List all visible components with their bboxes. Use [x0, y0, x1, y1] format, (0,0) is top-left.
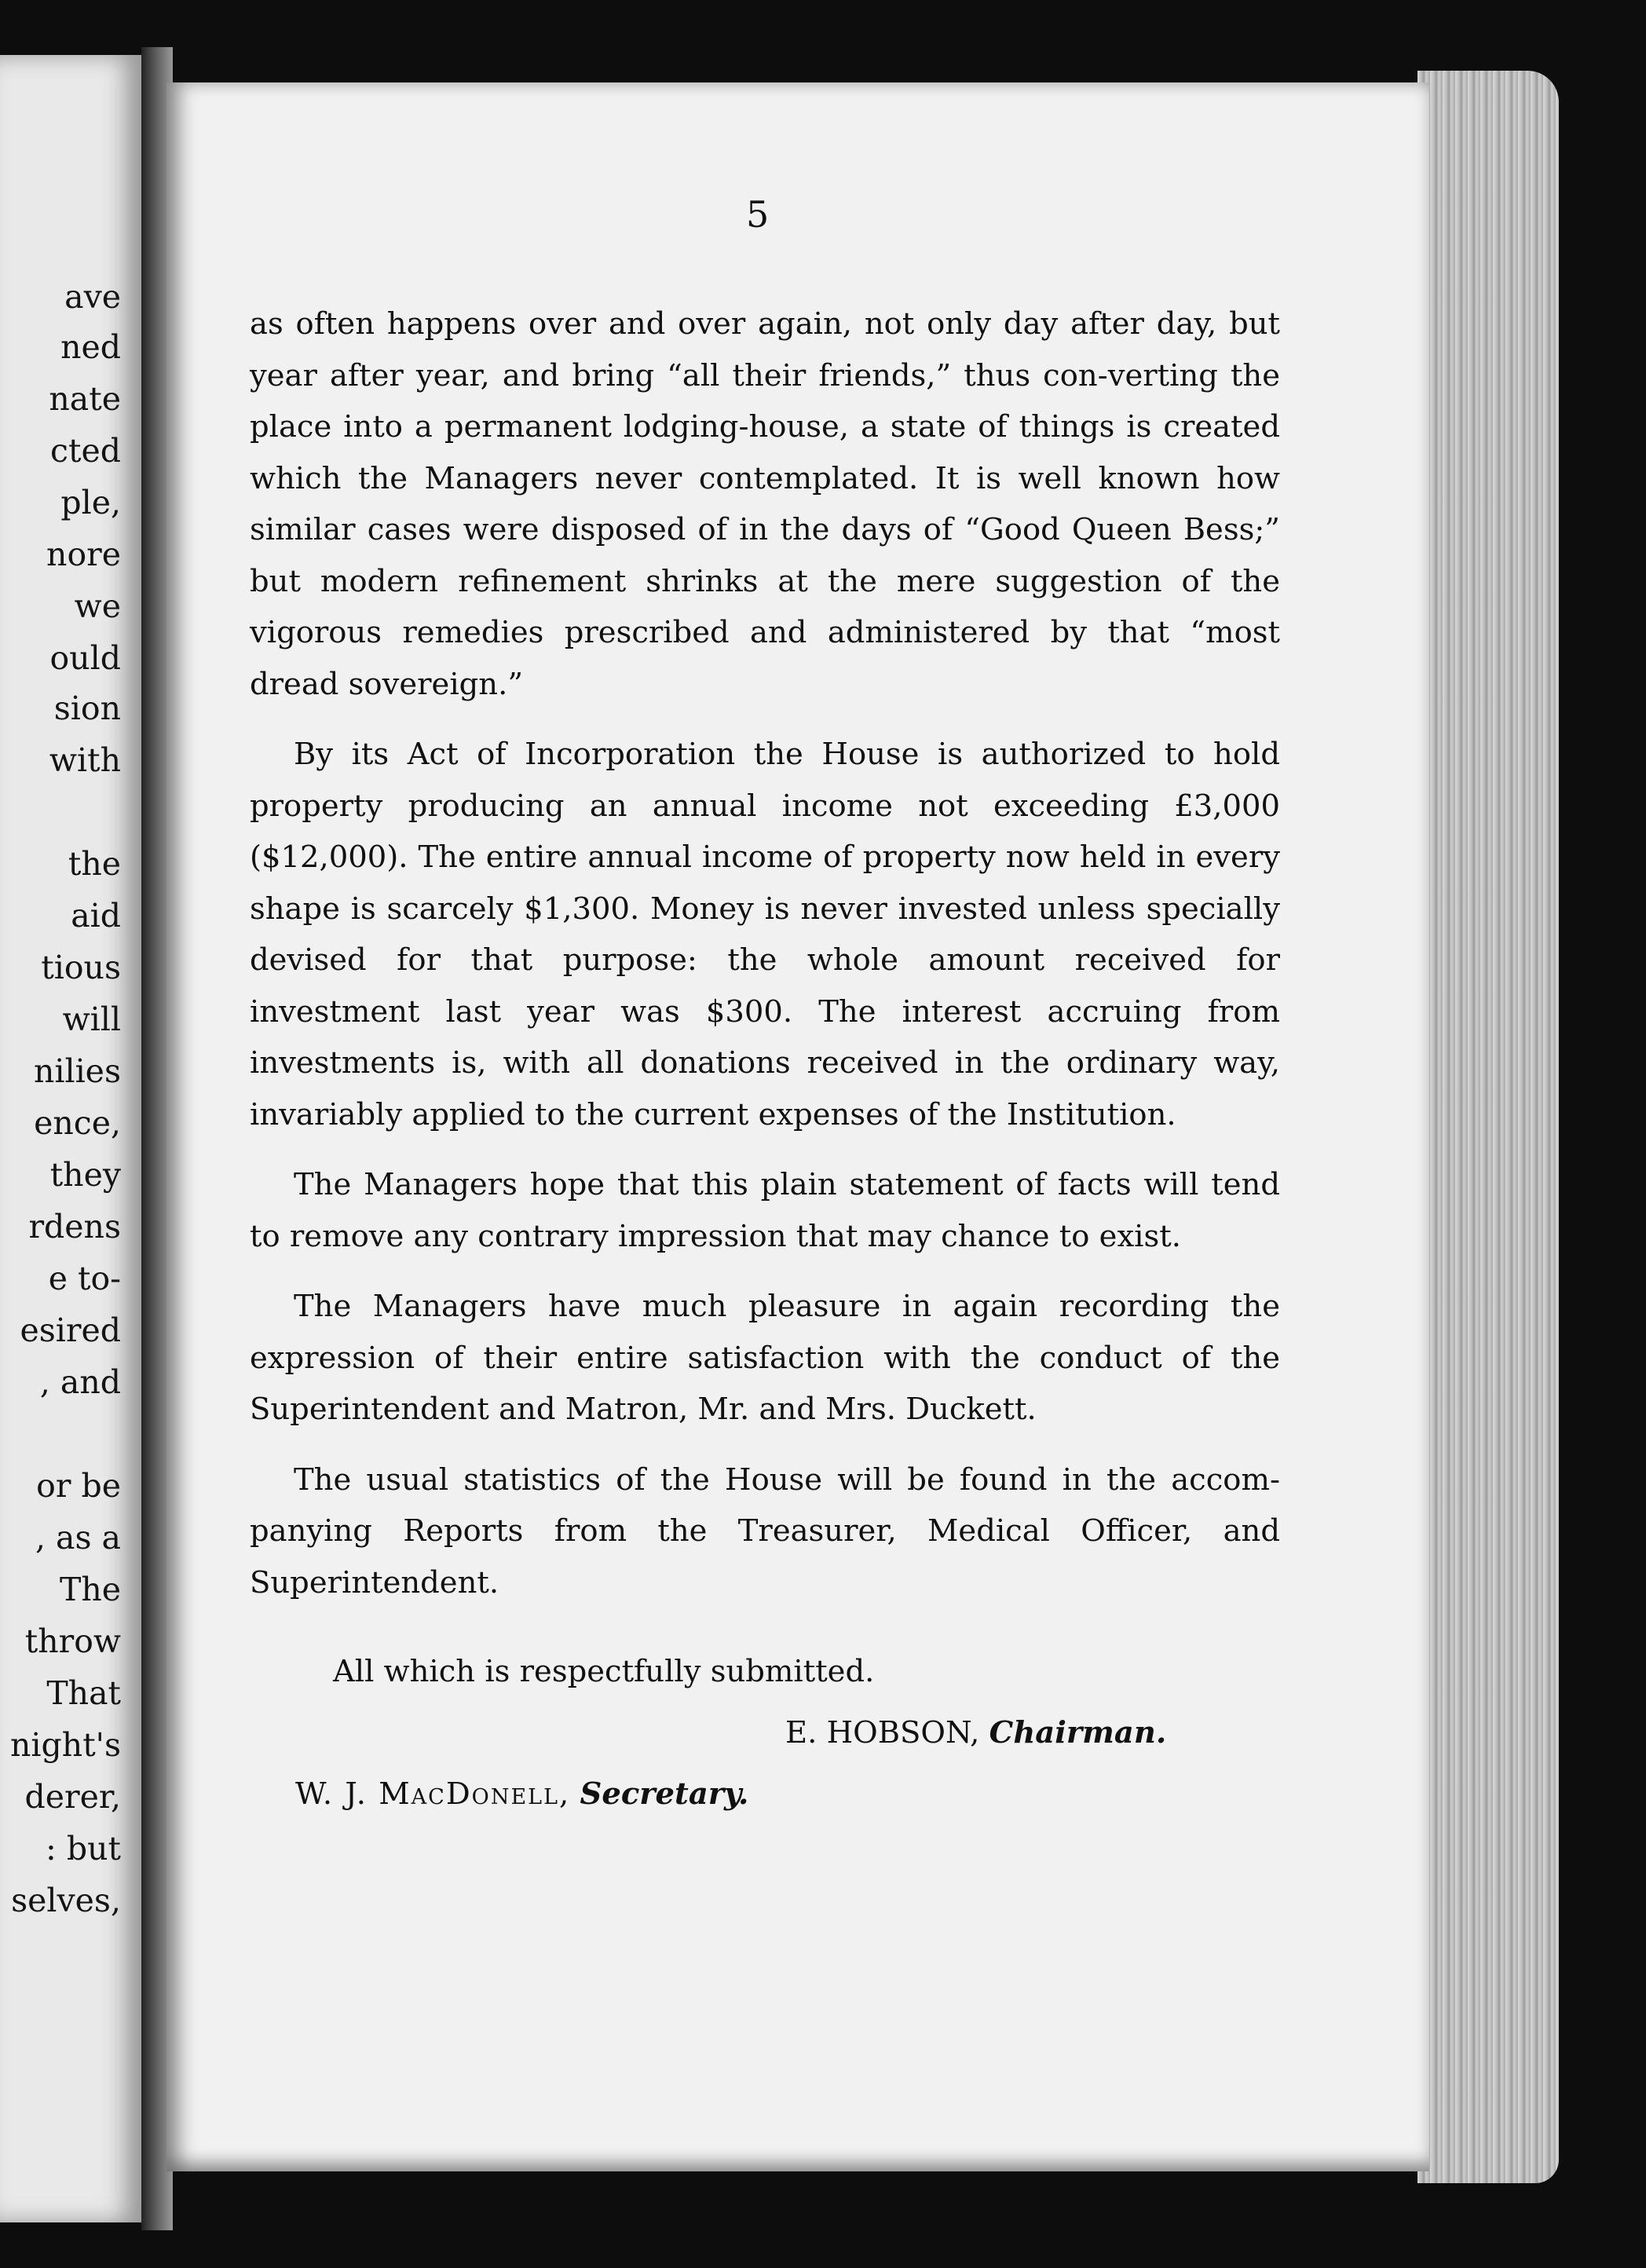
left-page-line: they [49, 1156, 121, 1194]
paragraph-lodging: as often happens over and over again, not only day after day, but year after year, and bring “all their friends,” thus con-verting the place into a permanent lodging-house, a state of things is created which the Managers never contemplated. It is well known how similar cases were disposed of in the days of “Good Queen Bess;” but modern refinement shrinks at the mere suggestion of the vigorous remedies prescribed and administered by that “most dread sovereign.” [250, 306, 1280, 702]
report-body [250, 298, 1280, 1608]
left-page-line: nore [46, 536, 121, 573]
paragraph-statistics: The usual statistics of the House will be found in the accom-panying Reports from the Treasurer, Medical Officer, and Superintendent. [250, 1461, 1280, 1600]
left-page-line: rdens [28, 1208, 121, 1246]
left-page-line: sion [53, 690, 121, 727]
chairman-title: Chairman. [989, 1715, 1167, 1750]
paragraph-incorporation: By its Act of Incorporation the House is authorized to hold property producing an annual income not exceeding £3,000 ($12,000). The entire annual income of property now held in every shape is scarcely $1,300. Money is never invested unless specially devised for that purpose: the whole amount received for investment last year was $300. The interest accruing from investments is, with all donations received in the ordinary way, invariably applied to the current expenses of the Institution. [250, 737, 1280, 1132]
left-page-line: That [46, 1674, 121, 1712]
left-page-line: the [68, 845, 121, 883]
left-page-line: , as a [35, 1519, 121, 1557]
left-page-line: or be [36, 1467, 121, 1505]
left-page-line: night's [10, 1726, 121, 1764]
left-page-line: throw [24, 1622, 121, 1660]
left-page-line: cted [50, 432, 121, 470]
closing-line: All which is respectfully submitted. [333, 1654, 875, 1689]
page-number: 5 [746, 193, 770, 236]
left-page-line: with [49, 741, 121, 779]
left-page-line: nilies [33, 1052, 121, 1090]
previous-page-fragment [0, 55, 152, 2222]
chairman-signature [785, 1715, 1166, 1750]
left-page-line: we [74, 587, 121, 625]
left-page-line: ave [64, 278, 121, 316]
left-page-line: ned [60, 328, 121, 366]
left-page-line: esired [20, 1311, 121, 1349]
chairman-name: E. HOBSON, [785, 1715, 980, 1750]
left-page-line: tious [41, 949, 121, 986]
left-page-line: aid [71, 897, 121, 935]
left-page-line: ould [49, 639, 121, 677]
left-page-line: selves, [11, 1882, 121, 1919]
secretary-name: W. J. MacDonell, [295, 1776, 571, 1812]
left-page-line: nate [49, 380, 121, 418]
left-page-line: , and [39, 1363, 121, 1401]
left-page-line: The [59, 1571, 121, 1608]
page-edges [1417, 71, 1559, 2183]
left-page-line: ence, [34, 1104, 121, 1142]
left-page-line: e to- [48, 1260, 121, 1297]
left-page-line: derer, [24, 1778, 121, 1816]
secretary-title: Secretary. [580, 1776, 749, 1812]
paragraph-satisfaction: The Managers have much pleasure in again recording the expression of their entire satisfaction with the conduct of the Superintendent and Matron, Mr. and Mrs. Duckett. [250, 1289, 1280, 1427]
left-page-line: : but [46, 1830, 121, 1867]
left-page-line: will [62, 1000, 121, 1038]
left-page-line: ple, [60, 484, 121, 521]
paragraph-statement: The Managers hope that this plain statement of facts will tend to remove any contrary impression that may chance to exist. [250, 1167, 1280, 1254]
secretary-signature [295, 1776, 748, 1812]
